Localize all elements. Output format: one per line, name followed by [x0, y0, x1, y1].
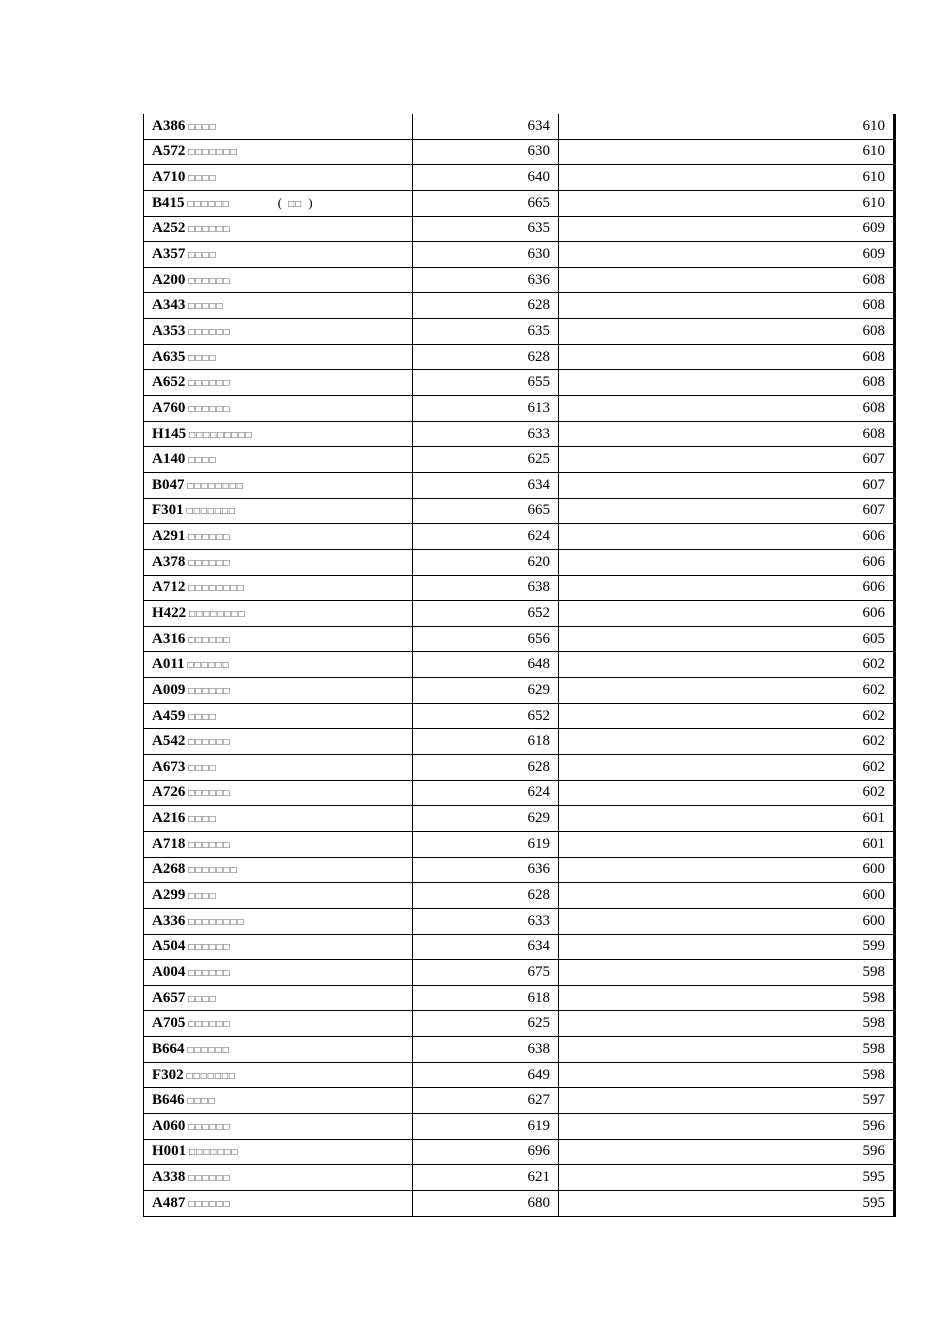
- score-2-cell: 598: [559, 960, 895, 986]
- program-name: □□□□□□□□: [187, 480, 244, 492]
- table-row: [144, 626, 895, 652]
- program-code: A336: [152, 912, 186, 929]
- table-row: [144, 960, 895, 986]
- score-1-cell: 633: [413, 908, 559, 934]
- program-note: [278, 195, 313, 211]
- program-name: □□□□: [188, 762, 217, 774]
- program-name: □□□□□□□□: [188, 583, 245, 595]
- score-2-cell: 607: [559, 498, 895, 524]
- name-cell: [144, 319, 413, 345]
- score-1-cell: 619: [413, 831, 559, 857]
- name-cell: [144, 703, 413, 729]
- score-1-cell: 625: [413, 1011, 559, 1037]
- table-row: [144, 1139, 895, 1165]
- score-1-cell: 636: [413, 857, 559, 883]
- program-code: A710: [152, 169, 186, 186]
- program-note-close: ): [308, 194, 313, 210]
- program-code: H145: [152, 425, 187, 442]
- program-code: A657: [152, 989, 186, 1006]
- table-row: [144, 678, 895, 704]
- table-row: [144, 1165, 895, 1191]
- name-cell: [144, 883, 413, 909]
- table-row: [144, 396, 895, 422]
- program-code: A216: [152, 810, 186, 827]
- name-cell: [144, 524, 413, 550]
- score-2-cell: 595: [559, 1165, 895, 1191]
- score-2-cell: 608: [559, 421, 895, 447]
- name-cell: [144, 575, 413, 601]
- table-row: [144, 857, 895, 883]
- score-2-cell: 607: [559, 472, 895, 498]
- program-code: A011: [152, 656, 185, 673]
- score-2-cell: 602: [559, 729, 895, 755]
- program-code: A673: [152, 758, 186, 775]
- program-name: □□□□□□□□: [189, 608, 246, 620]
- name-cell: [144, 729, 413, 755]
- score-2-cell: 608: [559, 267, 895, 293]
- score-1-cell: 618: [413, 729, 559, 755]
- program-code: A718: [152, 835, 186, 852]
- name-cell: [144, 165, 413, 191]
- score-1-cell: 628: [413, 755, 559, 781]
- name-cell: [144, 934, 413, 960]
- score-1-cell: 640: [413, 165, 559, 191]
- table-row: [144, 1113, 895, 1139]
- score-1-cell: 624: [413, 524, 559, 550]
- program-name: □□□□□□: [188, 1198, 231, 1210]
- table-row: [144, 447, 895, 473]
- score-2-cell: 610: [559, 139, 895, 165]
- program-code: A572: [152, 143, 186, 160]
- name-cell: [144, 755, 413, 781]
- table-row: [144, 421, 895, 447]
- score-2-cell: 606: [559, 524, 895, 550]
- score-2-cell: 599: [559, 934, 895, 960]
- name-cell: [144, 780, 413, 806]
- score-1-cell: 628: [413, 293, 559, 319]
- score-2-cell: 607: [559, 447, 895, 473]
- score-1-cell: 665: [413, 190, 559, 216]
- score-2-cell: 600: [559, 908, 895, 934]
- name-cell: [144, 1011, 413, 1037]
- score-2-cell: 610: [559, 190, 895, 216]
- program-name: □□□□□□: [188, 326, 231, 338]
- score-1-cell: 638: [413, 1037, 559, 1063]
- program-code: A140: [152, 451, 186, 468]
- score-2-cell: 609: [559, 242, 895, 268]
- table-row: [144, 370, 895, 396]
- score-2-cell: 606: [559, 575, 895, 601]
- score-1-cell: 636: [413, 267, 559, 293]
- table-row: [144, 985, 895, 1011]
- program-code: A378: [152, 553, 186, 570]
- name-cell: [144, 1088, 413, 1114]
- table-row: [144, 908, 895, 934]
- program-code: A291: [152, 528, 186, 545]
- score-1-cell: 656: [413, 626, 559, 652]
- program-code: A726: [152, 784, 186, 801]
- name-cell: [144, 267, 413, 293]
- program-name: □□□□□□□□□: [189, 429, 253, 441]
- score-1-cell: 655: [413, 370, 559, 396]
- name-cell: [144, 498, 413, 524]
- name-cell: [144, 652, 413, 678]
- program-code: A338: [152, 1169, 186, 1186]
- program-name: □□□□□: [188, 301, 224, 313]
- table-row: [144, 831, 895, 857]
- score-table: [143, 114, 896, 1217]
- name-cell: [144, 601, 413, 627]
- program-note-open: (: [277, 194, 283, 210]
- name-cell: [144, 626, 413, 652]
- score-1-cell: 625: [413, 447, 559, 473]
- name-cell: [144, 985, 413, 1011]
- table-row: [144, 1037, 895, 1063]
- program-name: □□□□□□: [187, 1044, 230, 1056]
- program-code: A353: [152, 322, 186, 339]
- program-code: F301: [152, 502, 184, 519]
- name-cell: [144, 831, 413, 857]
- score-2-cell: 602: [559, 652, 895, 678]
- program-name: □□□□□□: [188, 1173, 231, 1185]
- table-row: [144, 883, 895, 909]
- score-1-cell: 629: [413, 806, 559, 832]
- name-cell: [144, 114, 413, 139]
- table-row: [144, 575, 895, 601]
- program-code: H422: [152, 604, 187, 621]
- score-1-cell: 628: [413, 344, 559, 370]
- score-1-cell: 633: [413, 421, 559, 447]
- score-table-body: [144, 114, 895, 1216]
- name-cell: [144, 908, 413, 934]
- table-row: [144, 934, 895, 960]
- score-2-cell: 608: [559, 344, 895, 370]
- name-cell: [144, 549, 413, 575]
- program-name: □□□□: [187, 1096, 216, 1108]
- program-name: □□□□: [188, 993, 217, 1005]
- score-1-cell: 634: [413, 934, 559, 960]
- table-row: [144, 190, 895, 216]
- table-row: [144, 755, 895, 781]
- program-code: A343: [152, 297, 186, 314]
- score-1-cell: 665: [413, 498, 559, 524]
- table-row: [144, 601, 895, 627]
- program-code: A542: [152, 733, 186, 750]
- program-name: □□□□: [188, 711, 217, 723]
- table-row: [144, 1190, 895, 1216]
- program-code: A386: [152, 117, 186, 134]
- score-1-cell: 630: [413, 242, 559, 268]
- program-name: □□□□□□: [188, 1019, 231, 1031]
- score-2-cell: 609: [559, 216, 895, 242]
- program-name: □□□□□□□□: [188, 916, 245, 928]
- program-code: B646: [152, 1092, 185, 1109]
- program-name: □□□□□□□: [189, 1147, 239, 1159]
- score-1-cell: 635: [413, 319, 559, 345]
- program-code: A652: [152, 374, 186, 391]
- program-name: □□□□: [188, 814, 217, 826]
- name-cell: [144, 139, 413, 165]
- program-code: A060: [152, 1117, 186, 1134]
- score-2-cell: 595: [559, 1190, 895, 1216]
- score-2-cell: 598: [559, 1062, 895, 1088]
- score-2-cell: 596: [559, 1113, 895, 1139]
- program-name: □□□□□□□: [186, 506, 236, 518]
- program-name: □□□□□□: [188, 839, 231, 851]
- name-cell: [144, 216, 413, 242]
- name-cell: [144, 242, 413, 268]
- score-1-cell: 619: [413, 1113, 559, 1139]
- score-1-cell: 635: [413, 216, 559, 242]
- score-2-cell: 608: [559, 293, 895, 319]
- score-2-cell: 600: [559, 883, 895, 909]
- table-row: [144, 652, 895, 678]
- table-row: [144, 165, 895, 191]
- table-row: [144, 549, 895, 575]
- program-code: A252: [152, 220, 186, 237]
- score-2-cell: 610: [559, 114, 895, 139]
- table-row: [144, 1062, 895, 1088]
- score-1-cell: 680: [413, 1190, 559, 1216]
- score-2-cell: 597: [559, 1088, 895, 1114]
- score-2-cell: 602: [559, 755, 895, 781]
- name-cell: [144, 960, 413, 986]
- name-cell: [144, 190, 413, 216]
- program-code: A459: [152, 707, 186, 724]
- table-row: [144, 242, 895, 268]
- name-cell: [144, 293, 413, 319]
- program-code: A200: [152, 271, 186, 288]
- table-row: [144, 780, 895, 806]
- program-name: □□□□: [188, 173, 217, 185]
- program-name: □□□□: [188, 352, 217, 364]
- score-1-cell: 648: [413, 652, 559, 678]
- name-cell: [144, 396, 413, 422]
- program-code: B664: [152, 1040, 185, 1057]
- program-name: □□□□□□: [188, 685, 231, 697]
- name-cell: [144, 472, 413, 498]
- score-2-cell: 598: [559, 1037, 895, 1063]
- program-name: □□□□□□□: [188, 147, 238, 159]
- score-2-cell: 608: [559, 319, 895, 345]
- score-1-cell: 624: [413, 780, 559, 806]
- score-2-cell: 601: [559, 831, 895, 857]
- program-code: A504: [152, 938, 186, 955]
- table-row: [144, 729, 895, 755]
- score-2-cell: 610: [559, 165, 895, 191]
- score-1-cell: 638: [413, 575, 559, 601]
- program-name: □□□□: [188, 891, 217, 903]
- table-row: [144, 319, 895, 345]
- program-code: A712: [152, 579, 186, 596]
- score-2-cell: 606: [559, 601, 895, 627]
- score-1-cell: 634: [413, 114, 559, 139]
- program-code: B415: [152, 194, 185, 211]
- score-2-cell: 596: [559, 1139, 895, 1165]
- score-2-cell: 598: [559, 985, 895, 1011]
- table-row: [144, 806, 895, 832]
- program-name: □□□□□□: [188, 532, 231, 544]
- score-1-cell: 696: [413, 1139, 559, 1165]
- program-name: □□□□□□□: [188, 865, 238, 877]
- score-1-cell: 649: [413, 1062, 559, 1088]
- program-code: A487: [152, 1194, 186, 1211]
- program-code: A316: [152, 630, 186, 647]
- score-1-cell: 630: [413, 139, 559, 165]
- name-cell: [144, 344, 413, 370]
- table-row: [144, 524, 895, 550]
- score-1-cell: 627: [413, 1088, 559, 1114]
- score-1-cell: 618: [413, 985, 559, 1011]
- table-row: [144, 114, 895, 139]
- score-2-cell: 602: [559, 703, 895, 729]
- program-name: □□□□: [188, 121, 217, 133]
- program-code: A268: [152, 861, 186, 878]
- program-name: □□□□□□: [188, 737, 231, 749]
- name-cell: [144, 1113, 413, 1139]
- name-cell: [144, 370, 413, 396]
- program-code: A705: [152, 1015, 186, 1032]
- program-code: A299: [152, 887, 186, 904]
- program-code: A357: [152, 246, 186, 263]
- score-2-cell: 602: [559, 780, 895, 806]
- program-name: □□□□□□: [188, 403, 231, 415]
- score-2-cell: 608: [559, 370, 895, 396]
- score-1-cell: 652: [413, 601, 559, 627]
- program-name: □□□□□□: [188, 224, 231, 236]
- name-cell: [144, 1165, 413, 1191]
- program-name: □□□□: [188, 455, 217, 467]
- program-code: A635: [152, 348, 186, 365]
- score-2-cell: 606: [559, 549, 895, 575]
- program-code: A760: [152, 399, 186, 416]
- program-code: A004: [152, 963, 186, 980]
- program-name: □□□□□□: [187, 660, 230, 672]
- score-1-cell: 675: [413, 960, 559, 986]
- name-cell: [144, 1139, 413, 1165]
- table-row: [144, 139, 895, 165]
- score-2-cell: 601: [559, 806, 895, 832]
- name-cell: [144, 447, 413, 473]
- table-row: [144, 1011, 895, 1037]
- program-name: □□□□□□: [188, 378, 231, 390]
- score-2-cell: 608: [559, 396, 895, 422]
- table-row: [144, 703, 895, 729]
- name-cell: [144, 806, 413, 832]
- program-name: □□□□□□: [188, 942, 231, 954]
- program-name: □□□□: [188, 250, 217, 262]
- table-row: [144, 498, 895, 524]
- name-cell: [144, 1037, 413, 1063]
- program-code: H001: [152, 1143, 187, 1160]
- program-name: □□□□□□: [188, 634, 231, 646]
- table-row: [144, 267, 895, 293]
- table-row: [144, 344, 895, 370]
- program-note-text: □□: [288, 198, 303, 210]
- name-cell: [144, 1062, 413, 1088]
- score-2-cell: 598: [559, 1011, 895, 1037]
- name-cell: [144, 1190, 413, 1216]
- program-name: □□□□□□: [188, 1121, 231, 1133]
- name-cell: [144, 857, 413, 883]
- program-name: □□□□□□: [188, 557, 231, 569]
- table-row: [144, 216, 895, 242]
- score-2-cell: 602: [559, 678, 895, 704]
- score-1-cell: 613: [413, 396, 559, 422]
- table-row: [144, 1088, 895, 1114]
- score-1-cell: 621: [413, 1165, 559, 1191]
- program-name: □□□□□□: [188, 788, 231, 800]
- score-1-cell: 652: [413, 703, 559, 729]
- table-row: [144, 472, 895, 498]
- program-name: □□□□□□: [188, 275, 231, 287]
- name-cell: [144, 421, 413, 447]
- program-code: F302: [152, 1066, 184, 1083]
- program-name: □□□□□□: [187, 198, 230, 210]
- program-code: B047: [152, 476, 185, 493]
- table-row: [144, 293, 895, 319]
- program-name: □□□□□□: [188, 967, 231, 979]
- score-1-cell: 634: [413, 472, 559, 498]
- score-1-cell: 628: [413, 883, 559, 909]
- score-2-cell: 605: [559, 626, 895, 652]
- program-code: A009: [152, 681, 186, 698]
- program-name: □□□□□□□: [186, 1070, 236, 1082]
- score-1-cell: 620: [413, 549, 559, 575]
- score-2-cell: 600: [559, 857, 895, 883]
- score-1-cell: 629: [413, 678, 559, 704]
- name-cell: [144, 678, 413, 704]
